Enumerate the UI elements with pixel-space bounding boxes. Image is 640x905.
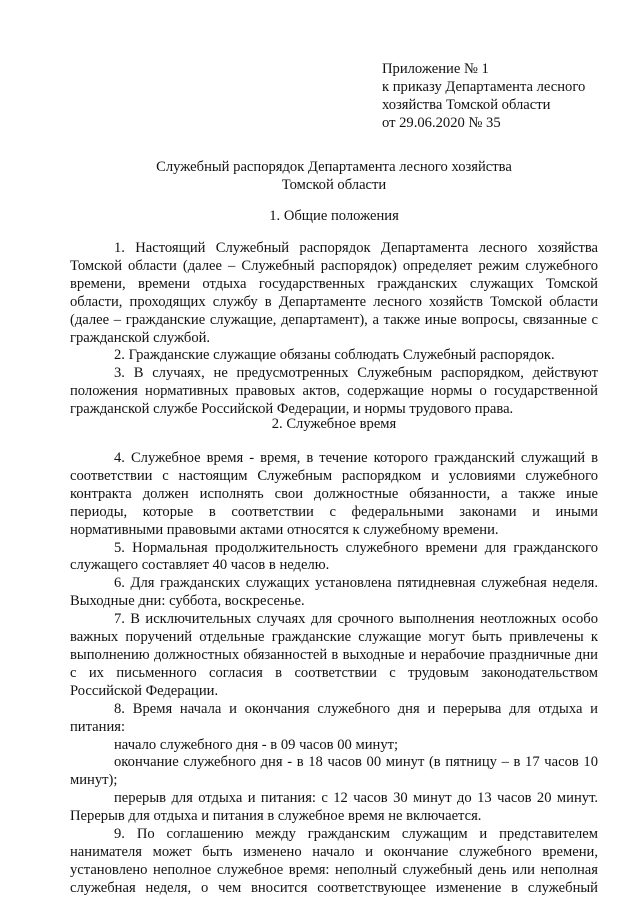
paragraph-6: 6. Для гражданских служащих установлена пятидневная служебная неделя. Выходные дни: суббота, воскресенье. xyxy=(70,575,598,610)
section-1-heading: 1. Общие положения xyxy=(269,208,399,224)
paragraph-7: 7. В исключительных случаях для срочного выполнения неотложных особо важных поручений отдельные гражданские служащие могут быть привлечены к выполнению должностных обязанностей в выходные и нерабочие праздничные дни с их письменного согласия в соответствии с трудовым законодательством Российской Федерации. xyxy=(70,611,598,699)
paragraph-2: 2. Гражданские служащие обязаны соблюдать Служебный распорядок. xyxy=(114,347,555,364)
section-2-body xyxy=(70,450,598,898)
appendix-order-ref-cont: хозяйства Томской области xyxy=(382,97,551,113)
paragraph-5: 5. Нормальная продолжительность служебного времени для гражданского служащего составляет 40 часов в неделю. xyxy=(70,539,598,574)
document-title-line-1: Служебный распорядок Департамента лесного хозяйства xyxy=(156,159,512,175)
paragraph-8-break: перерыв для отдыха и питания: с 12 часов 30 минут до 13 часов 20 минут. Перерыв для отдыха и питания в служебное время не включается. xyxy=(70,790,598,825)
section-1-body xyxy=(70,240,598,419)
paragraph-8-end: окончание служебного дня - в 18 часов 00 минут (в пятницу – в 17 часов 10 минут); xyxy=(70,754,598,789)
paragraph-4: 4. Служебное время - время, в течение которого гражданский служащий в соответствии с настоящим Служебным распорядком и условиями служебного контракта должен исполнять свои должностные обязанности, а также иные периоды, которые в соответствии с федеральными законами и иными нормативными правовыми актами относятся к служебному времени. xyxy=(70,450,598,538)
paragraph-1: 1. Настоящий Служебный распорядок Департамента лесного хозяйства Томской области (далее – Служебный распорядок) определяет режим служебного времени, времени отдыха государственных гражданских служащих Томской области, проходящих службу в Департаменте лесного хозяйств Томской области (далее – гражданские служащие, департамент), а также иные вопросы, связанные с гражданской службой. xyxy=(70,240,598,346)
document-title xyxy=(70,158,598,194)
section-2-heading: 2. Служебное время xyxy=(271,416,397,432)
paragraph-8: 8. Время начала и окончания служебного дня и перерыва для отдыха и питания: xyxy=(70,700,598,735)
appendix-order-ref: к приказу Департамента лесного xyxy=(382,79,586,95)
document-title-line-2: Томской области xyxy=(281,177,387,193)
paragraph-8-start: начало служебного дня - в 09 часов 00 минут; xyxy=(114,736,399,753)
appendix-number: Приложение № 1 xyxy=(382,61,489,77)
appendix-block xyxy=(382,60,612,132)
paragraph-9: 9. По соглашению между гражданским служащим и представителем нанимателя может быть изменено начало и окончание служебного времени, установлено неполное служебное время: неполный служебный день или неполная служебная неделя, о чем вносится соответствующее изменение в служебный xyxy=(70,826,598,896)
paragraph-3: 3. В случаях, не предусмотренных Служебным распорядком, действуют положения нормативных правовых актов, содержащие нормы о государственной гражданской службе Российской Федерации, и нормы трудового права. xyxy=(70,365,598,418)
appendix-order-date: от 29.06.2020 № 35 xyxy=(382,115,501,131)
